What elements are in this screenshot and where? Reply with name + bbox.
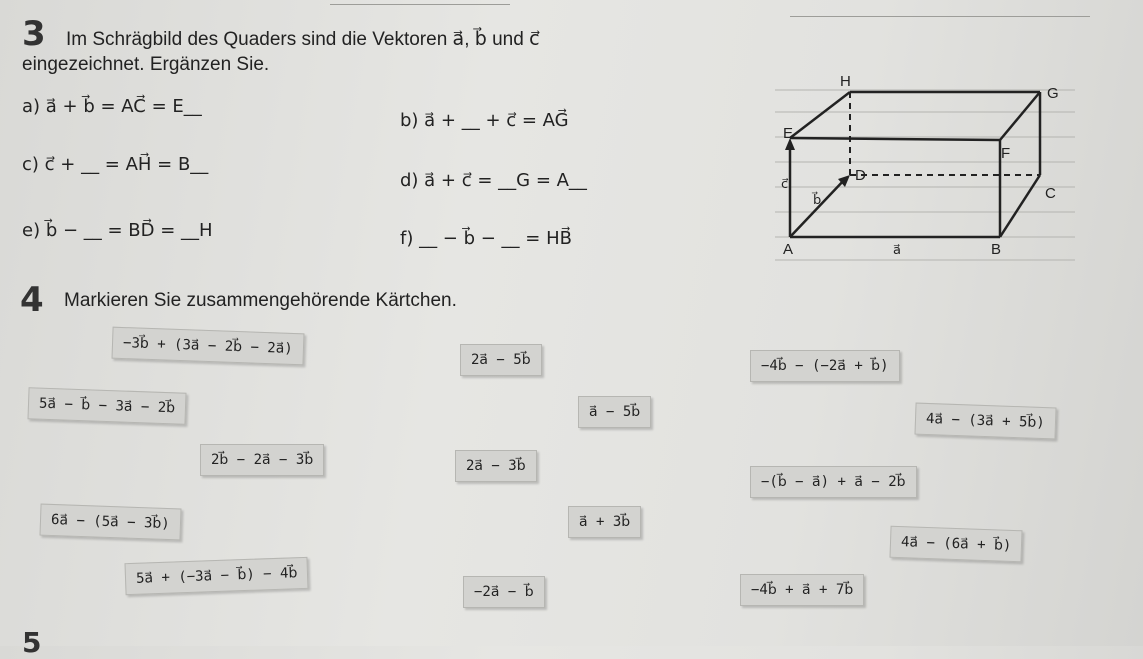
vertex-label-E: E bbox=[783, 125, 794, 142]
card[interactable]: 4a⃗ − (6a⃗ + b⃗) bbox=[889, 526, 1022, 563]
vertex-label-F: F bbox=[1001, 145, 1011, 162]
exercise-f: f) __ − b⃗ − __ = HB⃗ bbox=[400, 228, 572, 249]
card[interactable]: 2a⃗ − 3b⃗ bbox=[455, 450, 537, 482]
card[interactable]: a⃗ − 5b⃗ bbox=[578, 396, 651, 428]
visible-edges bbox=[790, 92, 1040, 237]
vector-label-b: b⃗ bbox=[813, 192, 822, 207]
vector-label-a: a⃗ bbox=[893, 242, 901, 257]
page-rule bbox=[790, 16, 1090, 17]
card[interactable]: 5a⃗ − b⃗ − 3a⃗ − 2b⃗ bbox=[27, 387, 186, 424]
vertex-label-D: D bbox=[855, 167, 866, 184]
exercise-b: b) a⃗ + __ + c⃗ = AG⃗ bbox=[400, 110, 569, 131]
vertex-label-B: B bbox=[991, 241, 1002, 258]
card[interactable]: −3b⃗ + (3a⃗ − 2b⃗ − 2a⃗) bbox=[112, 327, 305, 366]
exercise-a: a) a⃗ + b⃗ = AC⃗ = E__ bbox=[22, 96, 202, 117]
exercise-d: d) a⃗ + c⃗ = __G = A__ bbox=[400, 170, 587, 191]
card[interactable]: −2a⃗ − b⃗ bbox=[463, 576, 545, 608]
vertex-label-G: G bbox=[1047, 85, 1059, 102]
vector-label-c: c⃗ bbox=[781, 176, 789, 191]
card[interactable]: 2a⃗ − 5b⃗ bbox=[460, 344, 542, 376]
vertex-label-C: C bbox=[1045, 185, 1056, 202]
card[interactable]: −(b⃗ − a⃗) + a⃗ − 2b⃗ bbox=[750, 466, 917, 498]
card[interactable]: 5a⃗ + (−3a⃗ − b⃗) − 4b⃗ bbox=[124, 557, 308, 595]
task3-heading-line1: Im Schrägbild des Quaders sind die Vektoren a⃗, b⃗ und c⃗ bbox=[66, 29, 540, 50]
hidden-edges bbox=[850, 92, 1040, 175]
card[interactable]: 2b⃗ − 2a⃗ − 3b⃗ bbox=[200, 444, 324, 476]
exercise-e: e) b⃗ − __ = BD⃗ = __H bbox=[22, 220, 213, 241]
task-number-5: 5 bbox=[22, 626, 42, 659]
card[interactable]: 6a⃗ − (5a⃗ − 3b⃗) bbox=[39, 504, 181, 541]
cuboid-diagram bbox=[755, 60, 1085, 280]
card[interactable]: a⃗ + 3b⃗ bbox=[568, 506, 641, 538]
card[interactable]: 4a⃗ − (3a⃗ + 5b⃗) bbox=[914, 403, 1056, 440]
task-number-3: 3 bbox=[22, 14, 46, 54]
vertex-label-H: H bbox=[840, 73, 851, 90]
exercise-c: c) c⃗ + __ = AH⃗ = B__ bbox=[22, 154, 209, 175]
page-rule bbox=[330, 4, 510, 5]
task3-heading-line2: eingezeichnet. Ergänzen Sie. bbox=[22, 54, 270, 75]
vertex-label-A: A bbox=[783, 241, 794, 258]
task-number-4: 4 bbox=[20, 280, 44, 320]
card[interactable]: −4b⃗ − (−2a⃗ + b⃗) bbox=[750, 350, 900, 382]
task4-heading: Markieren Sie zusammengehörende Kärtchen. bbox=[64, 290, 457, 311]
card[interactable]: −4b⃗ + a⃗ + 7b⃗ bbox=[740, 574, 864, 606]
